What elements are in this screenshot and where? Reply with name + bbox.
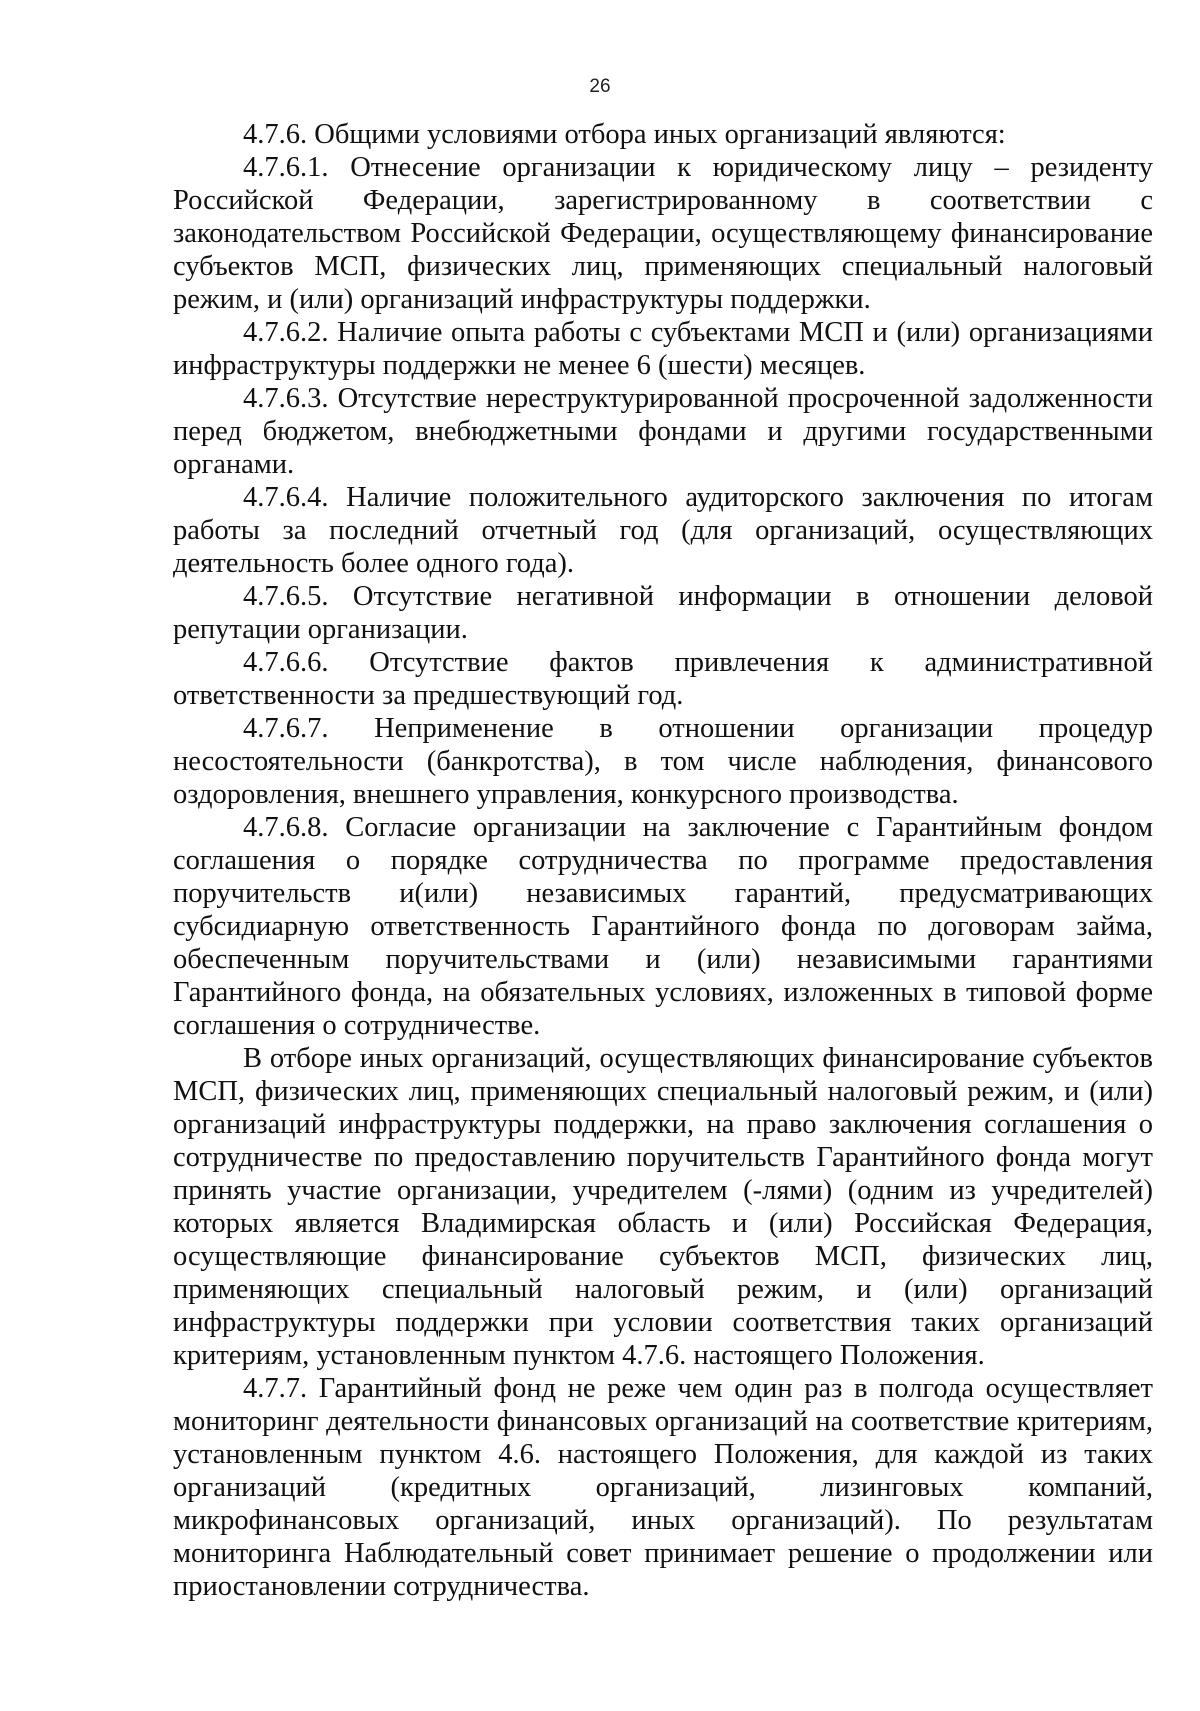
paragraph-4-7-6-4: 4.7.6.4. Наличие положительного аудиторского заключения по итогам работы за последний отчетный год (для организаций, осуществляющих деятельность более одного года). xyxy=(173,482,1153,579)
paragraph-4-7-6-2: 4.7.6.2. Наличие опыта работы с субъектами МСП и (или) организациями инфраструктуры поддержки не менее 6 (шести) месяцев. xyxy=(173,317,1153,381)
paragraph-4-7-6-6: 4.7.6.6. Отсутствие фактов привлечения к административной ответственности за предшествующий год. xyxy=(173,647,1153,711)
document-body xyxy=(173,118,1153,1603)
page-number: 26 xyxy=(589,76,611,97)
paragraph-4-7-6-7: 4.7.6.7. Неприменение в отношении организации процедур несостоятельности (банкротства), в том числе наблюдения, финансового оздоровления, внешнего управления, конкурсного производства. xyxy=(173,713,1153,810)
paragraph-4-7-6-5: 4.7.6.5. Отсутствие негативной информации в отношении деловой репутации организации. xyxy=(173,581,1153,645)
paragraph-selection-participants: В отборе иных организаций, осуществляющих финансирование субъектов МСП, физических лиц, применяющих специальный налоговый режим, и (или) организаций инфраструктуры поддержки, на право заключения соглашения о сотрудничестве по предоставлению поручительств Гарантийного фонда могут принять участие организации, учредителем (-лями) (одним из учредителей) которых является Владимирская область и (или) Российская Федерация, осуществляющие финансирование субъектов МСП, физических лиц, применяющих специальный налоговый режим, и (или) организаций инфраструктуры поддержки при условии соответствия таких организаций критериям, установленным пунктом 4.7.6. настоящего Положения. xyxy=(173,1043,1153,1371)
paragraph-4-7-6-8: 4.7.6.8. Согласие организации на заключение с Гарантийным фондом соглашения о порядке сотрудничества по программе предоставления поручительств и(или) независимых гарантий, предусматривающих субсидиарную ответственность Гарантийного фонда по договорам займа, обеспеченным поручительствами и (или) независимыми гарантиями Гарантийного фонда, на обязательных условиях, изложенных в типовой форме соглашения о сотрудничестве. xyxy=(173,812,1153,1041)
paragraph-4-7-6-3: 4.7.6.3. Отсутствие нереструктурированной просроченной задолженности перед бюджетом, внебюджетными фондами и другими государственными органами. xyxy=(173,383,1153,480)
paragraph-4-7-6-1: 4.7.6.1. Отнесение организации к юридическому лицу – резиденту Российской Федерации, зарегистрированному в соответствии с законодательством Российской Федерации, осуществляющему финансирование субъектов МСП, физических лиц, применяющих специальный налоговый режим, и (или) организаций инфраструктуры поддержки. xyxy=(173,152,1153,315)
paragraph-4-7-7: 4.7.7. Гарантийный фонд не реже чем один раз в полгода осуществляет мониторинг деятельности финансовых организаций на соответствие критериям, установленным пунктом 4.6. настоящего Положения, для каждой из таких организаций (кредитных организаций, лизинговых компаний, микрофинансовых организаций, иных организаций). По результатам мониторинга Наблюдательный совет принимает решение о продолжении или приостановлении сотрудничества. xyxy=(173,1373,1153,1602)
paragraph-4-7-6: 4.7.6. Общими условиями отбора иных организаций являются: xyxy=(243,119,1006,150)
